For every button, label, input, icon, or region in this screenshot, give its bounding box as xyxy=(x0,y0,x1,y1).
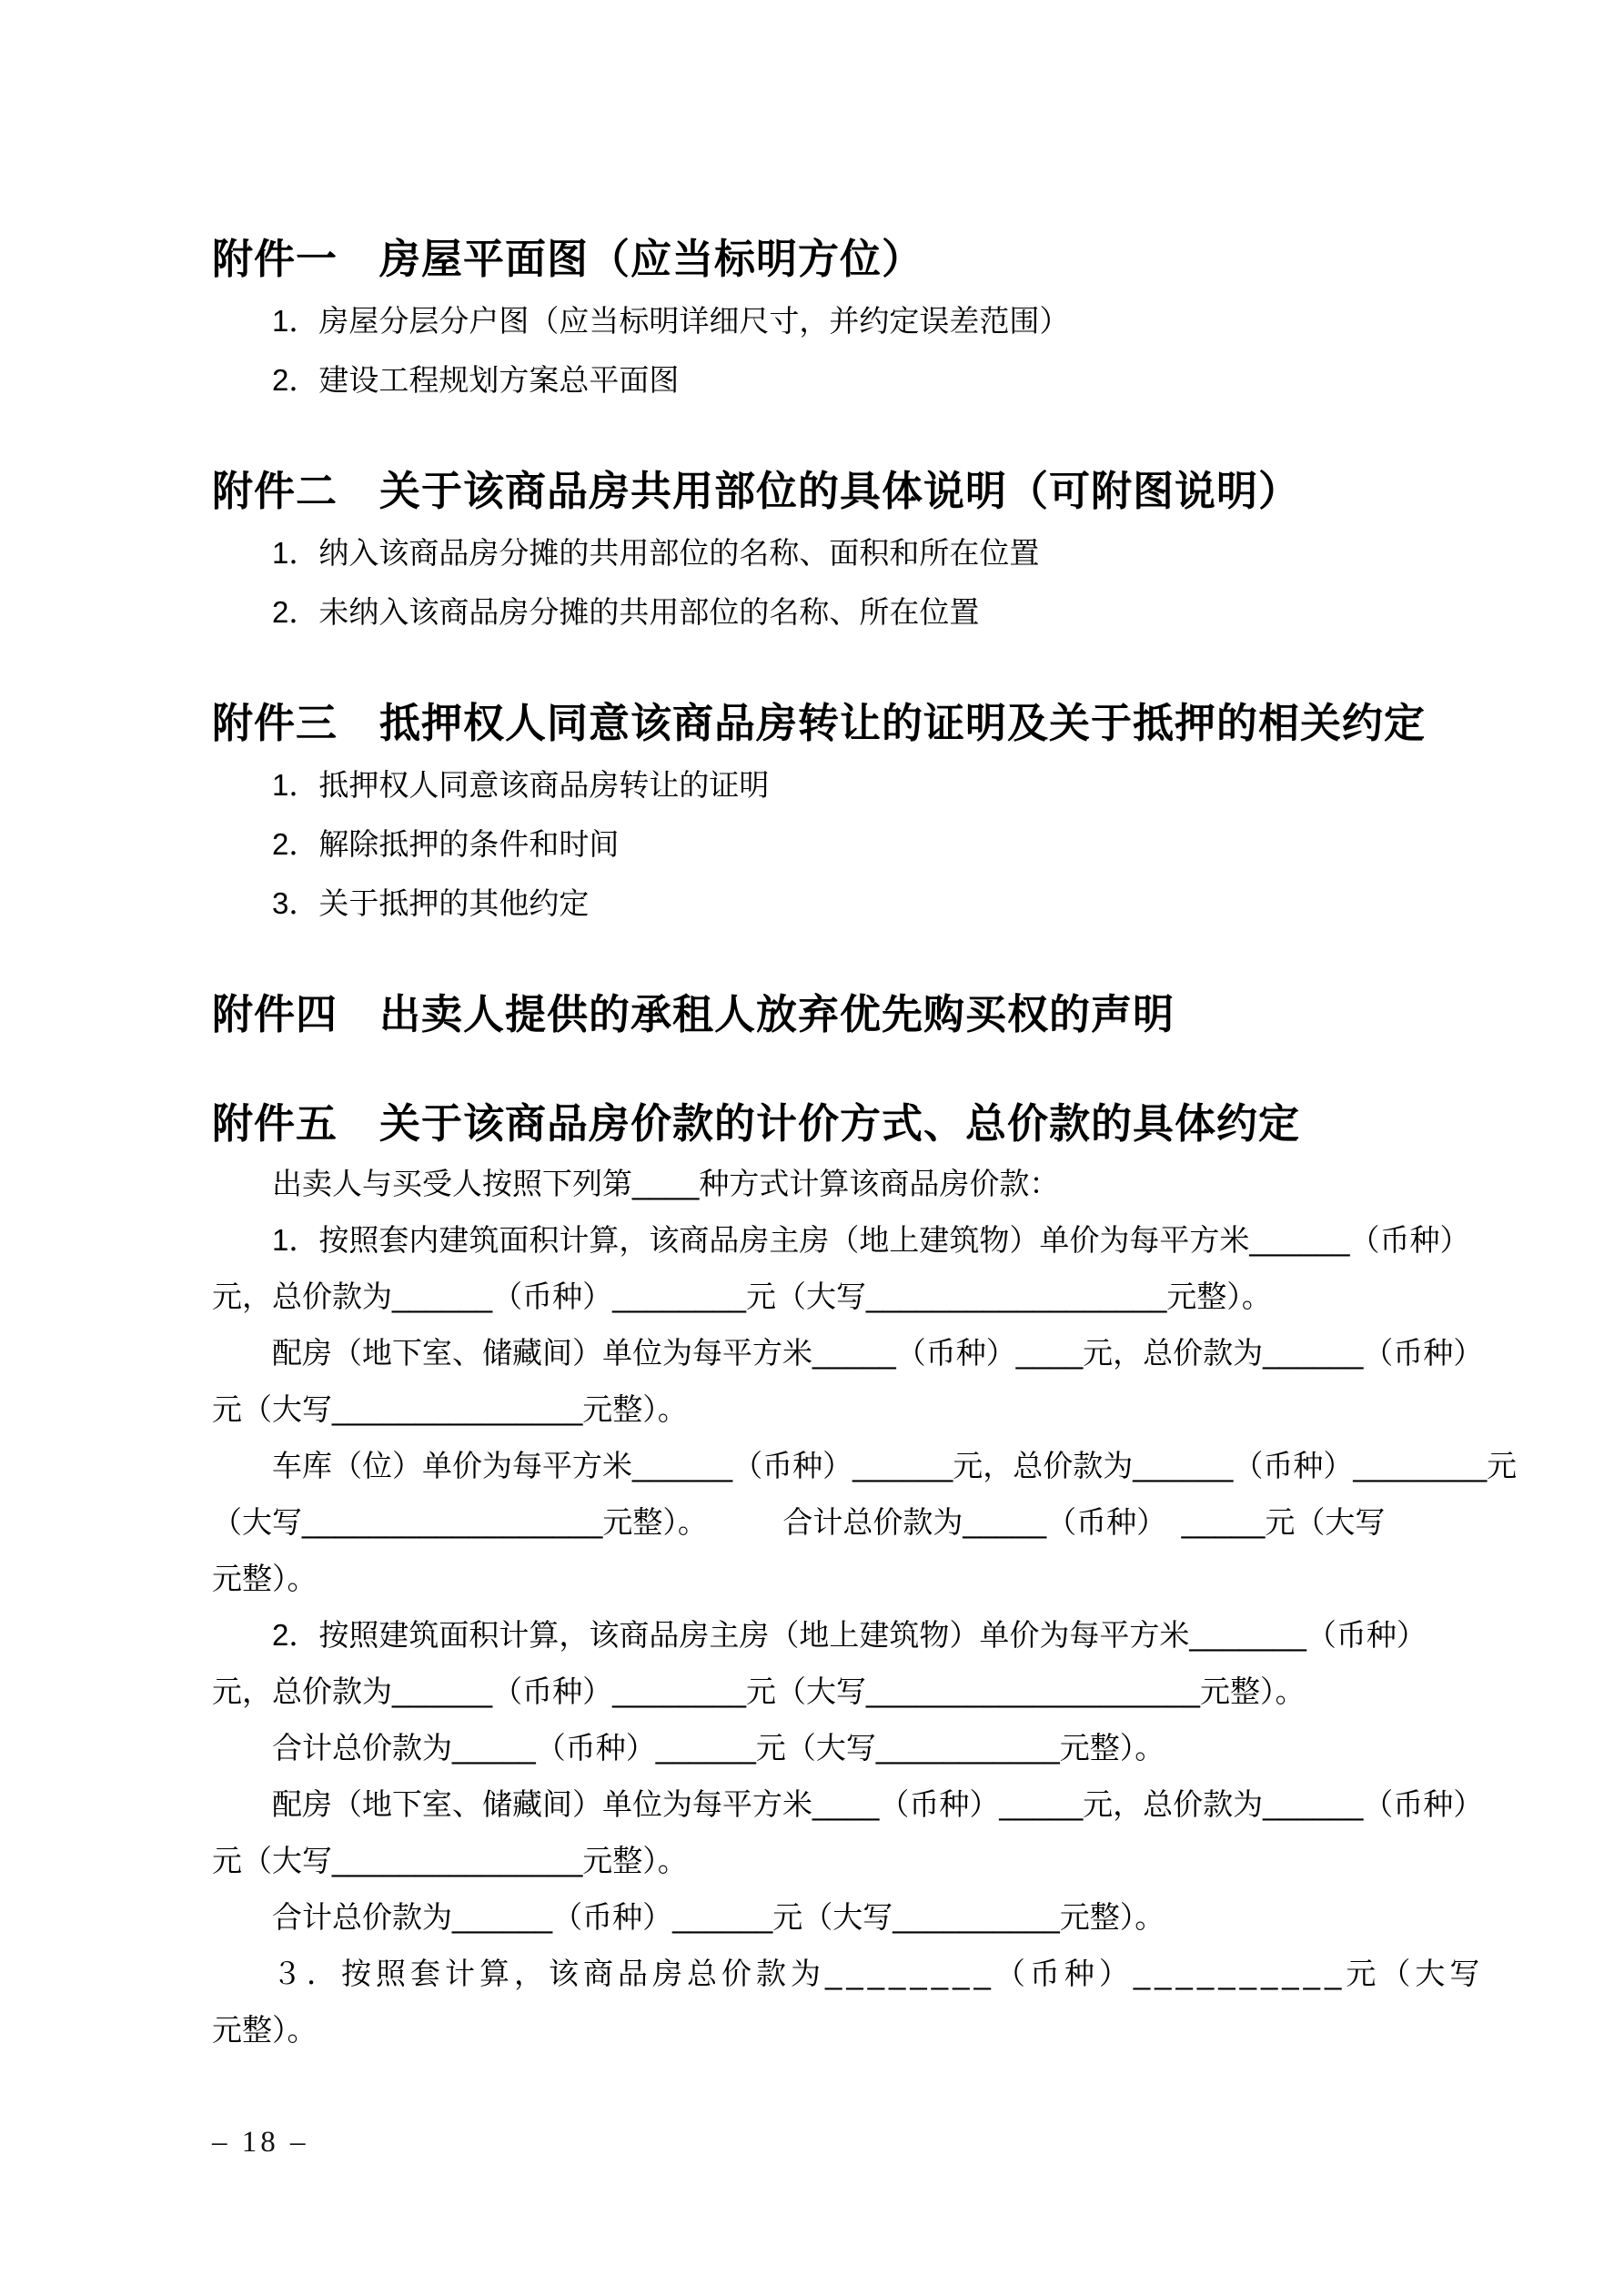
attachment-3-heading: 附件三 抵押权人同意该商品房转让的证明及关于抵押的相关约定 xyxy=(212,700,1427,746)
attachment-1-heading: 附件一 房屋平面图（应当标明方位） xyxy=(212,236,924,282)
attachment-3-item-3: 3．关于抵押的其他约定 xyxy=(272,886,590,920)
price-line-6: （大写__________________元整）。 合计总价款为_____（币种） _____元（大写 xyxy=(212,1505,1386,1539)
price-line-14: ３．按照套计算，该商品房总价款为________（币种）__________元（大写 xyxy=(272,1957,1485,1990)
price-line-11: 配房（地下室、储藏间）单位为每平方米____（币种）_____元，总价款为______（币种） xyxy=(272,1787,1484,1821)
price-line-12: 元（大写_______________元整）。 xyxy=(212,1844,688,1877)
price-line-13: 合计总价款为______（币种）______元（大写__________元整）。 xyxy=(272,1900,1165,1934)
price-line-10: 合计总价款为_____（币种）______元（大写___________元整）。 xyxy=(272,1731,1165,1765)
price-line-7: 元整）。 xyxy=(212,1562,318,1595)
attachment-2-item-2: 2．未纳入该商品房分摊的共用部位的名称、所在位置 xyxy=(272,595,980,629)
attachment-1-item-1: 1．房屋分层分户图（应当标明详细尺寸，并约定误差范围） xyxy=(272,304,1070,338)
attachment-1-item-2: 2．建设工程规划方案总平面图 xyxy=(272,363,680,397)
price-line-8: 2．按照建筑面积计算，该商品房主房（地上建筑物）单价为每平方米_______（币种） xyxy=(272,1618,1427,1652)
attachment-2-heading: 附件二 关于该商品房共用部位的具体说明（可附图说明） xyxy=(212,468,1301,514)
price-intro-line: 出卖人与买受人按照下列第____种方式计算该商品房价款： xyxy=(272,1167,1060,1200)
document-content xyxy=(212,228,1518,2058)
attachment-5-heading: 附件五 关于该商品房价款的计价方式、总价款的具体约定 xyxy=(212,1100,1301,1147)
price-line-3: 配房（地下室、储藏间）单位为每平方米_____（币种）____元，总价款为______（币种） xyxy=(272,1336,1484,1370)
page-number: – 18 – xyxy=(212,2126,309,2159)
price-line-4: 元（大写_______________元整）。 xyxy=(212,1392,688,1426)
price-line-1: 1．按照套内建筑面积计算，该商品房主房（地上建筑物）单价为每平方米______（币种） xyxy=(272,1223,1470,1257)
attachment-4-heading: 附件四 出卖人提供的承租人放弃优先购买权的声明 xyxy=(212,991,1175,1037)
price-line-5: 车库（位）单价为每平方米______（币种）______元，总价款为______（币种）________元 xyxy=(272,1449,1518,1482)
price-line-9: 元，总价款为______（币种）________元（大写____________________元整）。 xyxy=(212,1674,1306,1708)
attachment-3-item-2: 2．解除抵押的条件和时间 xyxy=(272,827,620,861)
price-line-2: 元，总价款为______（币种）________元（大写__________________元整）。 xyxy=(212,1279,1272,1313)
attachment-3-item-1: 1．抵押权人同意该商品房转让的证明 xyxy=(272,768,770,802)
attachment-2-item-1: 1．纳入该商品房分摊的共用部位的名称、面积和所在位置 xyxy=(272,536,1040,570)
price-line-15: 元整）。 xyxy=(212,2013,318,2047)
